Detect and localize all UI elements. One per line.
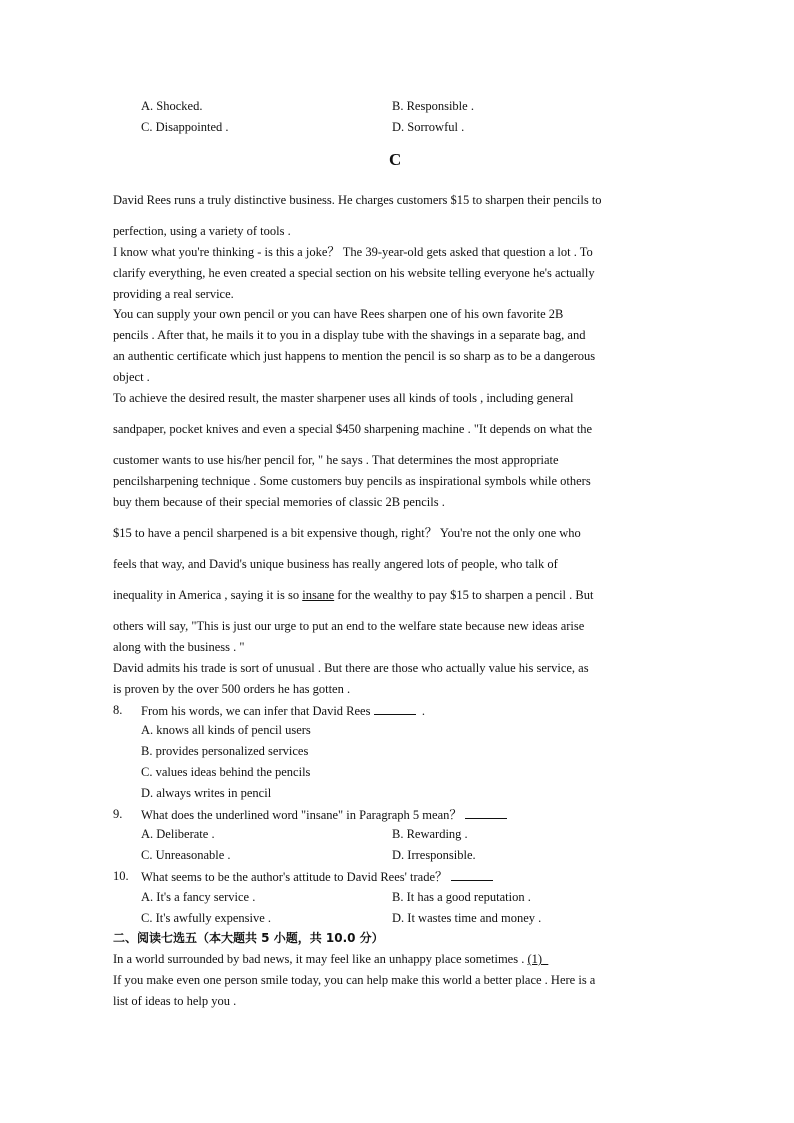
passage-line: pencils . After that, he mails it to you in a display tube with the shavings in a separate bag, and [113, 328, 586, 342]
question-end: . [421, 704, 425, 718]
question-8-stem [141, 702, 425, 719]
question-8-option-b: B. provides personalized services [141, 744, 309, 758]
question-10-option-a: A. It's a fancy service . [141, 890, 256, 904]
passage-line: clarify everything, he even created a special section on his website telling everyone he's actually [113, 266, 595, 280]
passage-line: object . [113, 370, 150, 384]
question-8-option-d: D. always writes in pencil [141, 786, 272, 800]
passage-line: buy them because of their special memories of classic 2B pencils . [113, 495, 445, 509]
prev-option-a: A. Shocked. [141, 99, 203, 113]
passage-line: providing a real service. [113, 287, 234, 301]
question-10-option-b: B. It has a good reputation . [392, 890, 531, 904]
passage-line: customer wants to use his/her pencil for, " he says . That determines the most appropriate [113, 453, 559, 467]
section-two-title: 二、阅读七选五（本大题共 5 小题，共 10.0 分） [113, 931, 384, 945]
question-8-number: 8. [113, 703, 123, 717]
passage-line: You can supply your own pencil or you can have Rees sharpen one of his own favorite 2B [113, 307, 564, 321]
passage-line [113, 587, 593, 603]
passage-line: an authentic certificate which just happens to mention the pencil is so sharp as to be a dangerous [113, 349, 596, 363]
question-8-option-a: A. knows all kinds of pencil users [141, 723, 311, 737]
passage-text: inequality in America , saying it is so [113, 588, 303, 602]
answer-blank[interactable] [451, 868, 493, 881]
passage-line: sandpaper, pocket knives and even a special $450 sharpening machine . "It depends on what the [113, 422, 593, 436]
passage-line: To achieve the desired result, the master sharpener uses all kinds of tools , including general [113, 391, 574, 405]
question-stem-text: From his words, we can infer that David Rees [141, 704, 371, 718]
prev-option-c: C. Disappointed . [141, 120, 229, 134]
blank-1-label[interactable]: (1) [527, 952, 543, 966]
question-9-number: 9. [113, 807, 123, 821]
question-10-number: 10. [113, 869, 129, 883]
question-9-option-c: C. Unreasonable . [141, 848, 231, 862]
passage-text: for the wealthy to pay $15 to sharpen a pencil . But [334, 588, 594, 602]
answer-blank[interactable] [374, 702, 416, 715]
passage-line: along with the business . " [113, 640, 245, 654]
section-two-line [113, 951, 548, 967]
question-10-option-c: C. It's awfully expensive . [141, 911, 272, 925]
section-two-line: If you make even one person smile today, you can help make this world a better place . Here is a [113, 973, 596, 987]
question-10-option-d: D. It wastes time and money . [392, 911, 542, 925]
passage-line: others will say, "This is just our urge to put an end to the welfare state because new ideas arise [113, 619, 585, 633]
question-9-stem [141, 806, 507, 823]
answer-blank[interactable] [465, 806, 507, 819]
passage-text: In a world surrounded by bad news, it may feel like an unhappy place sometimes . [113, 952, 528, 966]
question-10-stem [141, 868, 493, 885]
question-8-option-c: C. values ideas behind the pencils [141, 765, 311, 779]
question-9-option-a: A. Deliberate . [141, 827, 215, 841]
passage-line: feels that way, and David's unique business has really angered lots of people, who talk of [113, 557, 558, 571]
section-heading: C [389, 150, 402, 169]
question-9-option-d: D. Irresponsible. [392, 848, 476, 862]
passage-line: is proven by the over 500 orders he has gotten . [113, 682, 351, 696]
prev-option-d: D. Sorrowful . [392, 120, 465, 134]
passage-line: I know what you're thinking - is this a joke？ The 39-year-old gets asked that question a lot . To [113, 245, 593, 259]
question-stem-text: What does the underlined word "insane" in Paragraph 5 mean？ [141, 808, 462, 822]
passage-line: perfection, using a variety of tools . [113, 224, 291, 238]
section-two-line: list of ideas to help you . [113, 994, 237, 1008]
question-stem-text: What seems to be the author's attitude to David Rees' trade？ [141, 870, 448, 884]
question-9-option-b: B. Rewarding . [392, 827, 468, 841]
passage-line: David admits his trade is sort of unusual . But there are those who actually value his service, as [113, 661, 589, 675]
underlined-word-insane: insane [302, 588, 335, 602]
passage-line: $15 to have a pencil sharpened is a bit expensive though, right？ You're not the only one who [113, 526, 581, 540]
passage-line: pencilsharpening technique . Some customers buy pencils as inspirational symbols while others [113, 474, 591, 488]
prev-option-b: B. Responsible . [392, 99, 474, 113]
passage-line: David Rees runs a truly distinctive business. He charges customers $15 to sharpen their pencils to [113, 193, 602, 207]
